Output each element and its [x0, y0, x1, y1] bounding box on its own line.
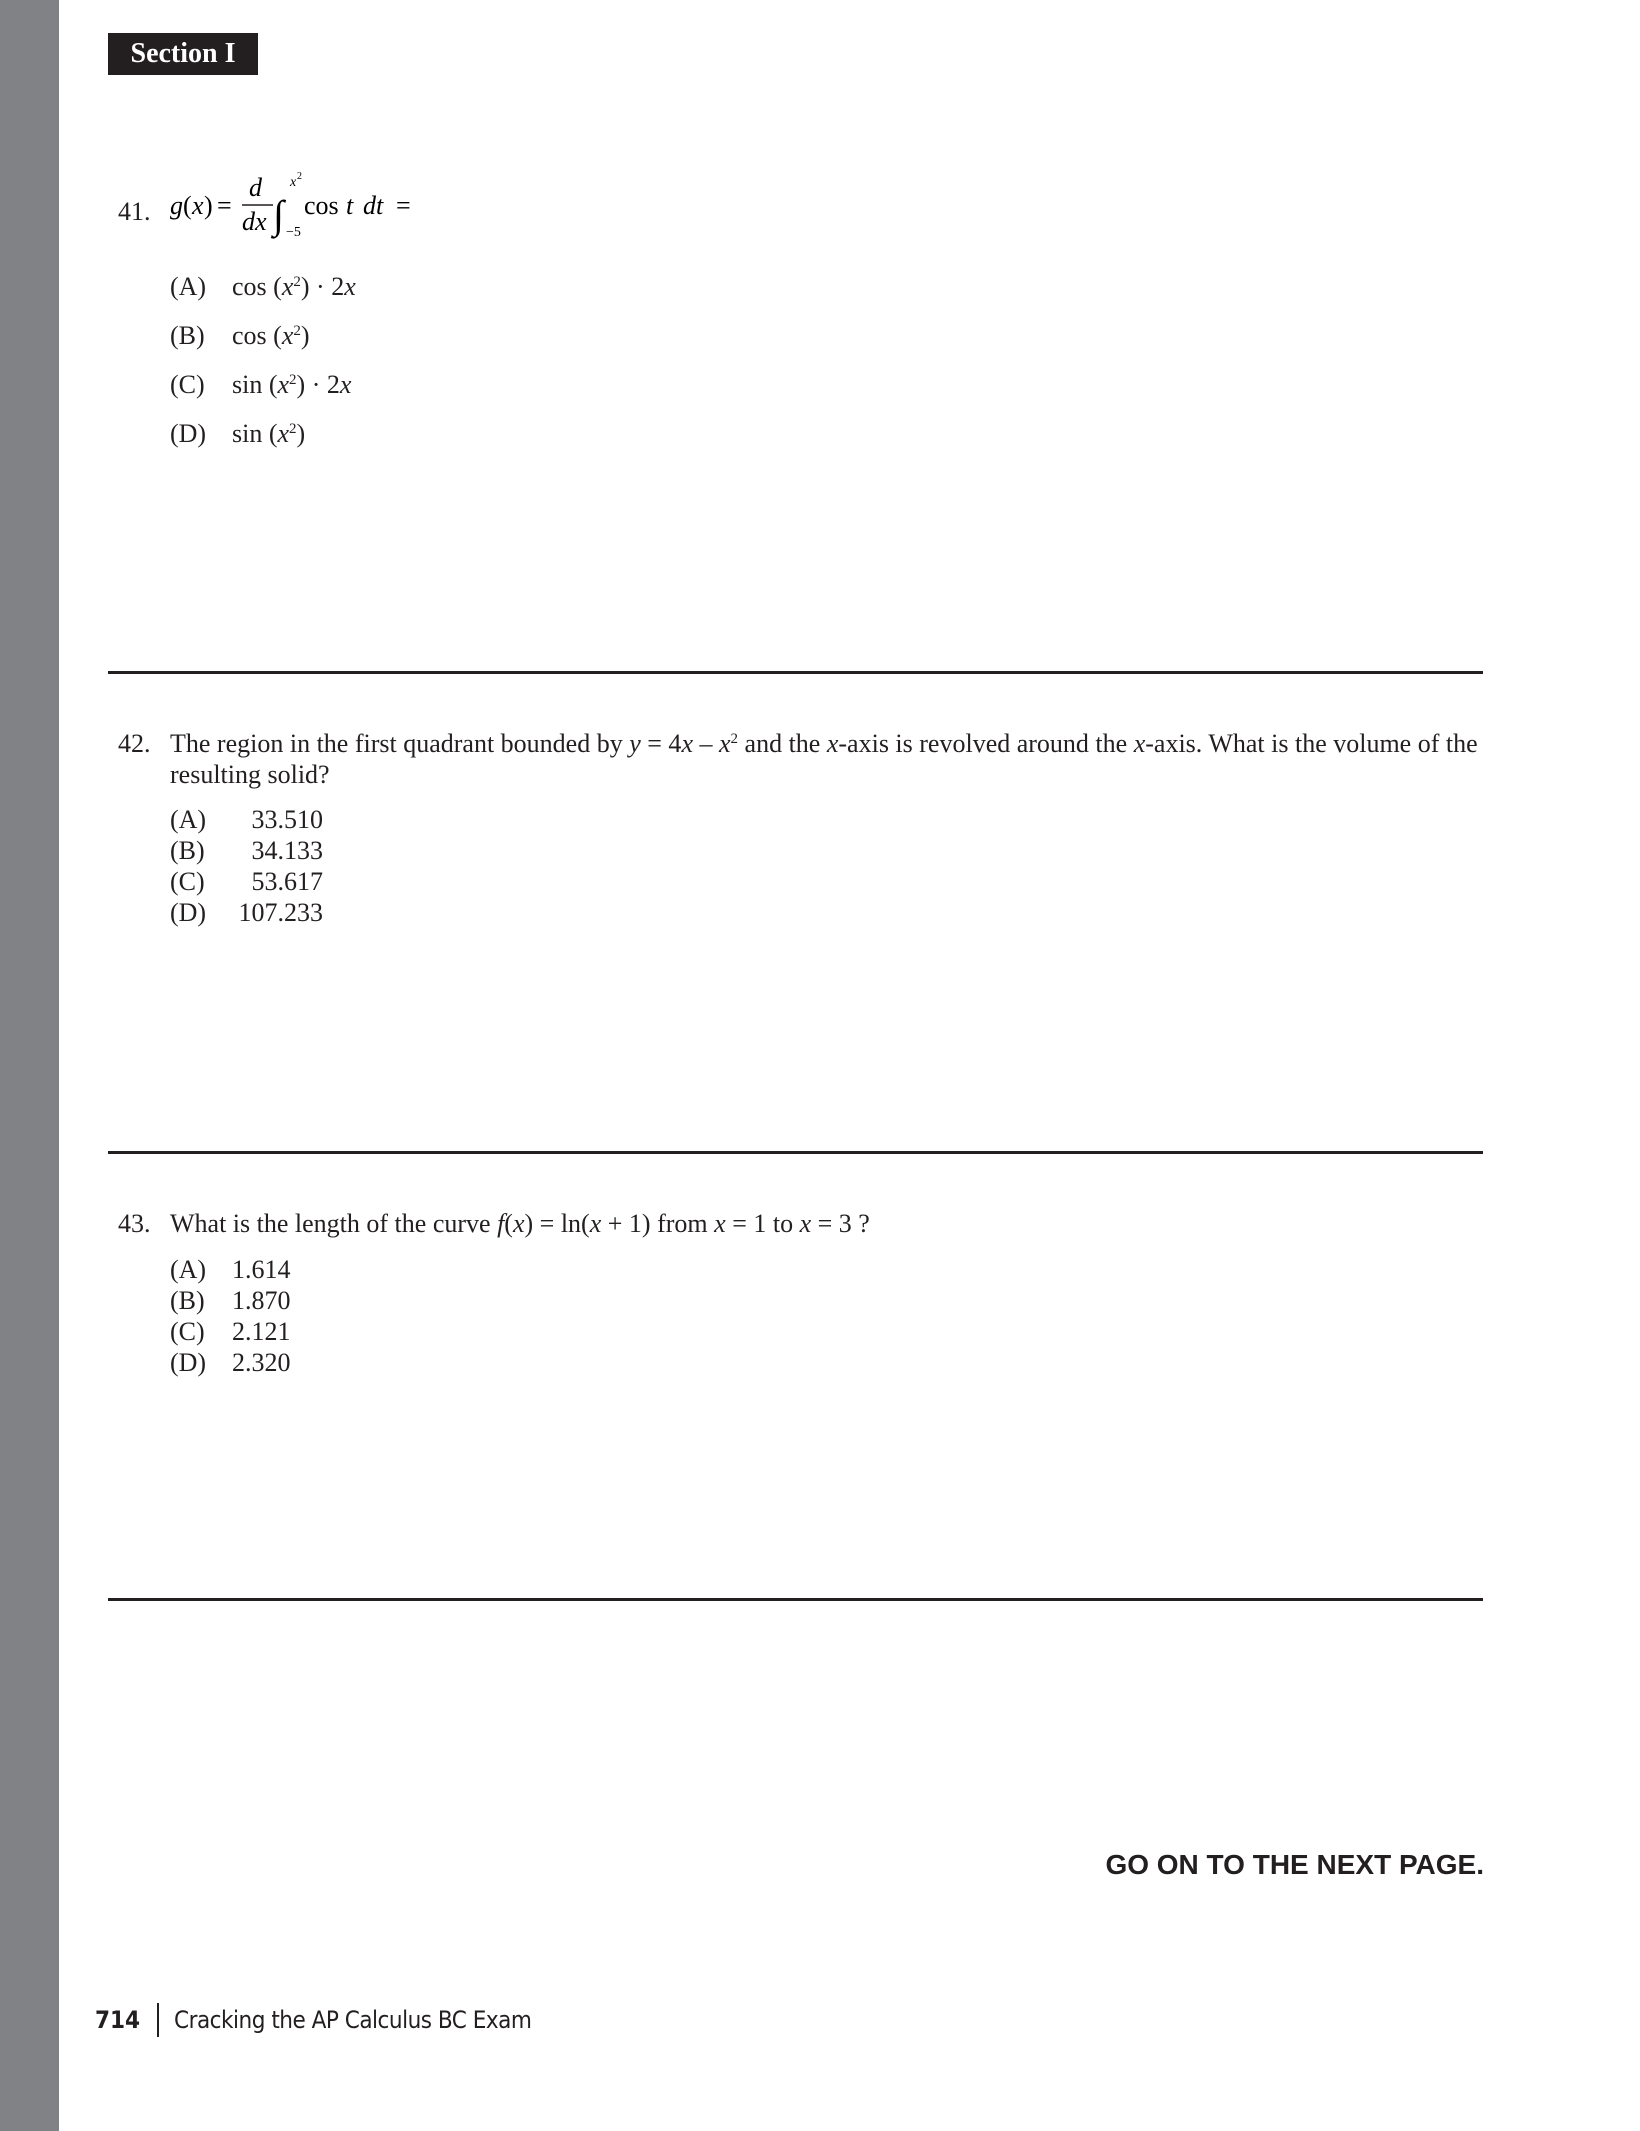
- formula-arg: x: [192, 191, 204, 220]
- choice-label: (B): [170, 1286, 205, 1315]
- page-number: 714: [95, 2006, 141, 2034]
- formula-d-num: d: [249, 173, 262, 202]
- choice-text: 53.617: [251, 867, 323, 896]
- choice-label: (D): [170, 898, 207, 927]
- formula-paren: (: [183, 191, 192, 220]
- choice-text: 2.121: [232, 1317, 291, 1346]
- formula-diff: dt: [363, 191, 384, 220]
- divider: [108, 671, 1483, 674]
- choice-text: 33.510: [251, 805, 323, 834]
- question-number: 42.: [118, 729, 151, 758]
- choice-text: 1.870: [232, 1286, 291, 1315]
- choice-label: (D): [170, 419, 207, 448]
- choice-label: (D): [170, 1348, 207, 1377]
- choice-text: 2.320: [232, 1348, 291, 1377]
- formula-lower: −5: [286, 225, 301, 240]
- question-number: 41.: [118, 197, 151, 226]
- choice-text: $\sin (x^2) \cdot 2x$: [232, 370, 352, 399]
- question-number: 43.: [118, 1209, 151, 1238]
- question-stem: What is the length of the curve f(x) = ln(x + 1) from x = 1 to x = 3 ?: [170, 1209, 870, 1238]
- book-title: Cracking the AP Calculus BC Exam: [174, 2006, 532, 2034]
- choice-text: 107.233: [238, 898, 323, 927]
- question-stem: The region in the first quadrant bounded by $y = 4x - x^2$ and the x-axis is revolved around the x-axis. What is the volume of the resulting solid?: [170, 729, 1478, 789]
- formula-eq: =: [217, 191, 232, 220]
- formula-integrand: cos: [304, 191, 339, 220]
- section-tab: Section I: [108, 33, 258, 75]
- formula-paren-close: ): [204, 191, 213, 220]
- formula-upper: x: [290, 175, 297, 190]
- choice-label: (A): [170, 1255, 207, 1284]
- choice-text: 1.614: [232, 1255, 291, 1284]
- divider: [108, 1151, 1483, 1154]
- choice-label: (C): [170, 370, 205, 399]
- divider: [108, 1598, 1483, 1601]
- question-formula: [170, 168, 570, 258]
- formula-upper-exp: 2: [297, 171, 302, 182]
- side-bar: [0, 0, 59, 2131]
- formula-tail: =: [396, 191, 411, 220]
- choice-label: (A): [170, 805, 207, 834]
- formula-var: t: [346, 191, 354, 220]
- formula-fn: g: [170, 191, 183, 220]
- choice-label: (C): [170, 867, 205, 896]
- choice-label: (B): [170, 836, 205, 865]
- formula-d-den: dx: [242, 207, 267, 236]
- footer-separator: [157, 2003, 159, 2037]
- go-next-instruction: GO ON TO THE NEXT PAGE.: [1105, 1849, 1484, 1880]
- choice-label: (C): [170, 1317, 205, 1346]
- choice-text: $\cos (x^2) \cdot 2x$: [232, 272, 356, 301]
- choice-label: (A): [170, 272, 207, 301]
- choice-text: $\cos (x^2)$: [232, 321, 310, 350]
- integral-sign: ∫: [273, 192, 284, 237]
- choice-text: $\sin (x^2)$: [232, 419, 306, 448]
- choice-label: (B): [170, 321, 205, 350]
- choice-text: 34.133: [251, 836, 323, 865]
